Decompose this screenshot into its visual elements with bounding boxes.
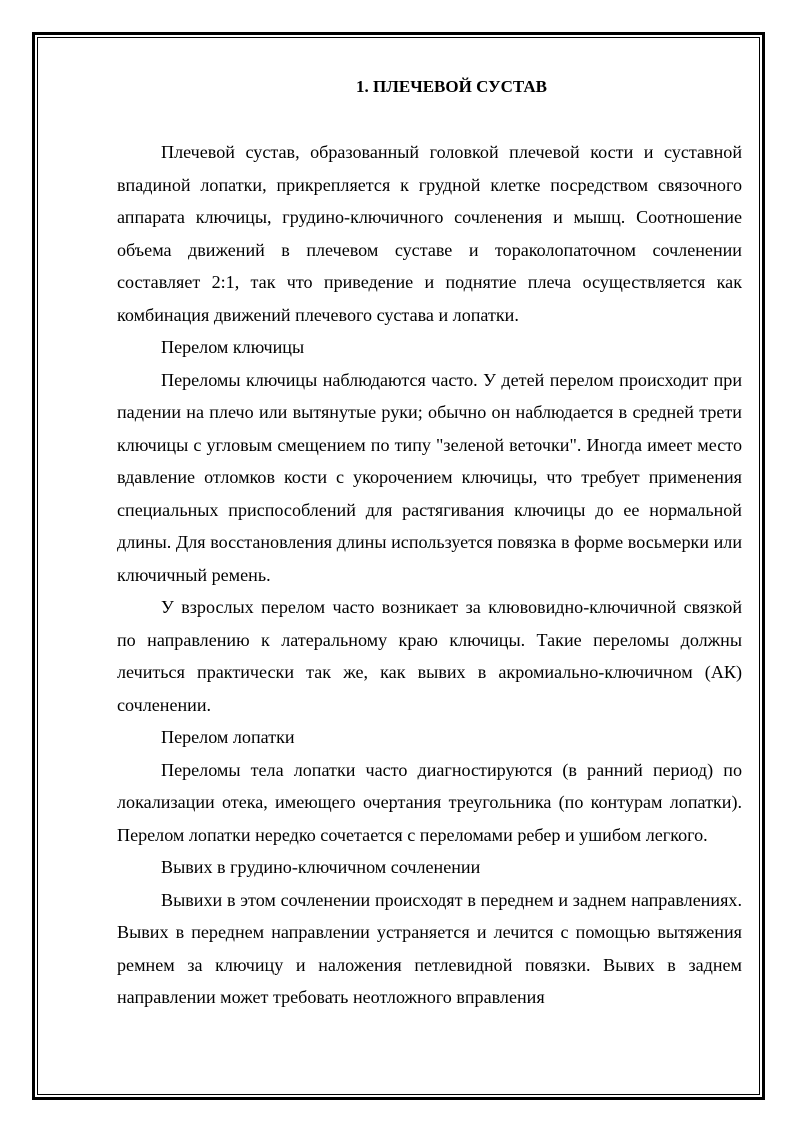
paragraph-intro: Плечевой сустав, образованный головкой плечевой кости и суставной впадиной лопатки, прикрепляется к грудной клетке посредством связочного аппарата ключицы, грудино-ключичного сочленения и мышц. Соотношение объема движений в плечевом суставе и тораколопаточном сочленении составляет 2:1, так что приведение и поднятие плеча осуществляется как комбинация движений плечевого сустава и лопатки. <box>117 142 742 325</box>
page-content <box>117 76 742 1014</box>
subheading-clavicle-fracture: Перелом ключицы <box>161 337 305 357</box>
paragraph-scapula: Переломы тела лопатки часто диагностируются (в ранний период) по локализации отека, имеющего очертания треугольника (по контурам лопатки). Перелом лопатки нередко сочетается с переломами ребер и ушибом легкого. <box>117 759 742 845</box>
paragraph-dislocation: Вывихи в этом сочленении происходят в переднем и заднем направлениях. Вывих в переднем направлении устраняется и лечится с помощью вытяжения ремнем за ключицу и наложения петлевидной повязки. Вывих в заднем направлении может требовать неотложного вправления <box>117 889 742 1007</box>
subheading-scapula-fracture: Перелом лопатки <box>161 727 295 747</box>
page-title: 1. ПЛЕЧЕВОЙ СУСТАВ <box>356 77 547 96</box>
subheading-sternoclavicular-dislocation: Вывих в грудино-ключичном сочленении <box>161 857 481 877</box>
paragraph-clavicle-children: Переломы ключицы наблюдаются часто. У детей перелом происходит при падении на плечо или вытянутые руки; обычно он наблюдается в средней трети ключицы с угловым смещением по типу "зеленой веточки". Иногда имеет место вдавление отломков кости с укорочением ключицы, что требует применения специальных приспособлений для растягивания ключицы до ее нормальной длины. Для восстановления длины используется повязка в форме восьмерки или ключичный ремень. <box>117 369 742 585</box>
paragraph-clavicle-adults: У взрослых перелом часто возникает за клювовидно-ключичной связкой по направлению к латеральному краю ключицы. Такие переломы должны лечиться практически так же, как вывих в акромиально-ключичном (АК) сочленении. <box>117 597 742 715</box>
